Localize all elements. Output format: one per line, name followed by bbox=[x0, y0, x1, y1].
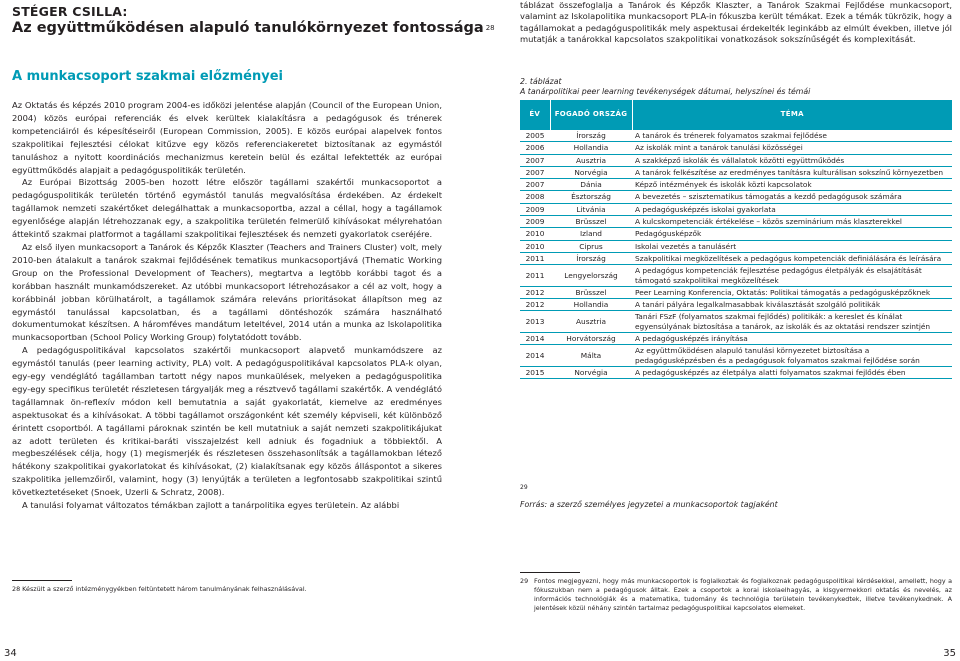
cell-topic: Az együttműködésen alapuló tanulási környezetet biztosítása a pedagógusképzésben és a pedagógusok folyamatos szakmai fejlődése során bbox=[632, 345, 952, 367]
table-number: 2. táblázat bbox=[520, 77, 562, 86]
cell-topic: Képző intézmények és iskolák közti kapcsolatok bbox=[632, 179, 952, 191]
cell-year: 2010 bbox=[520, 240, 550, 252]
cell-topic: Szakpolitikai megközelítések a pedagógus kompetenciák definiálására és leírására bbox=[632, 252, 952, 264]
title-footnote-marker: 28 bbox=[485, 24, 495, 32]
cell-year: 2009 bbox=[520, 203, 550, 215]
table-row bbox=[520, 299, 952, 311]
table-row bbox=[520, 228, 952, 240]
article-title-text: Az együttműködésen alapuló tanulókörnyezet fontossága bbox=[12, 20, 484, 36]
page-number-left: 34 bbox=[4, 648, 17, 659]
cell-country: Észtország bbox=[550, 191, 632, 203]
cell-topic: A pedagógusképzés az életpálya alatti folyamatos szakmai fejlődés ében bbox=[632, 366, 952, 378]
cell-country: Írország bbox=[550, 130, 632, 142]
header-topic: TÉMA bbox=[632, 100, 952, 130]
cell-country: Dánia bbox=[550, 179, 632, 191]
cell-year: 2012 bbox=[520, 286, 550, 298]
cell-topic: A pedagógusképzés irányítása bbox=[632, 333, 952, 345]
cell-year: 2006 bbox=[520, 142, 550, 154]
peer-learning-table bbox=[520, 100, 952, 379]
cell-country: Norvégia bbox=[550, 366, 632, 378]
paragraph: Az Oktatás és képzés 2010 program 2004-es időközi jelentése alapján (Council of the European Union, 2004) közös európai referenciák és elvek kerültek kialakításra a pedagógusok és trénerek kompetenciáiról és képesítéseiről (European Commission, 2005). E közös európai alapelvek fontos szakpolitikai fejlesztési célokat kitűzve egy közös referenciakeretet biztosítanak az egymástól tanuláshoz a nyitott koordinációs mechanizmus keretein belül és ezáltal lefektették az európai együttműködés alapjait a pedagóguspolitikák területén. bbox=[12, 100, 442, 175]
cell-topic: A bevezetés – szisztematikus támogatás a kezdő pedagógusok számára bbox=[632, 191, 952, 203]
cell-year: 2013 bbox=[520, 311, 550, 333]
cell-topic: Tanári FSzF (folyamatos szakmai fejlődés) politikák: a kereslet és kínálat egyensúlyának biztosítása a tanárok, az iskolák és az oktatási rendszer szintjén bbox=[632, 311, 952, 333]
cell-year: 2012 bbox=[520, 299, 550, 311]
cell-year: 2009 bbox=[520, 216, 550, 228]
cell-year: 2011 bbox=[520, 265, 550, 287]
cell-topic: A kulcskompetenciák értékelése – közös szeminárium más klaszterekkel bbox=[632, 216, 952, 228]
section-heading: A munkacsoport szakmai előzményei bbox=[12, 69, 283, 84]
cell-country: Izland bbox=[550, 228, 632, 240]
table-row bbox=[520, 345, 952, 367]
cell-year: 2014 bbox=[520, 333, 550, 345]
footnote-divider bbox=[520, 572, 580, 573]
table-body bbox=[520, 130, 952, 379]
left-body-text bbox=[12, 99, 442, 512]
table-row bbox=[520, 311, 952, 333]
paragraph: Az Európai Bizottság 2005-ben hozott létre először tagállami szakértői munkacsoportot a pedagóguspolitikák területén történő egymástól tanulás megvalósítása érdekében. Az érdekelt tagállamok nemzeti szakértőket delegálhattak a munkacsoportba, azzal a céllal, hogy a tagállamok egyenlősége alapján létrehozzanak egy, a szakpolitika területén felmerülő kihívásokat mélyrehatóan áttekintő szakmai platformot a tagállami szakpolitikai fejlesztések és nemzeti gyakorlatok cseréjére. bbox=[12, 177, 442, 240]
table-row bbox=[520, 142, 952, 154]
cell-country: Horvátország bbox=[550, 333, 632, 345]
author-name: STÉGER CSILLA: bbox=[12, 4, 128, 19]
cell-topic: A szakképző iskolák és vállalatok közötti együttműködés bbox=[632, 154, 952, 166]
cell-year: 2007 bbox=[520, 154, 550, 166]
cell-year: 2005 bbox=[520, 130, 550, 142]
footnote-text: Fontos megjegyezni, hogy más munkacsoportok is foglalkoztak és foglalkoznak pedagóguspolitikai kérdésekkel, amellett, hogy a fókuszukban nem a pedagógusok álltak. Ezek a csoportok a korai iskolaelhagyás, a kisgyermekkori oktatás és nevelés, az információs technológiák és a matematika, tudomány és technológia területein tevékenykedtek, illetve tevékenykednek. A jelentések közül néhány szintén tartalmaz pedagóguspolitikai kapcsolatos elemeket. bbox=[534, 577, 952, 612]
table-row bbox=[520, 286, 952, 298]
cell-topic: A pedagógus kompetenciák fejlesztése pedagógus életpályák és elsajátítását támogató szakpolitikai megközelítések bbox=[632, 265, 952, 287]
cell-year: 2007 bbox=[520, 179, 550, 191]
cell-country: Norvégia bbox=[550, 166, 632, 178]
paragraph: Az első ilyen munkacsoport a Tanárok és Képzők Klaszter (Teachers and Trainers Cluster) volt, mely 2010-ben átalakult a tanárok szakmai fejlődésének tematikus munkacsoportjává (Thematic Working Group on the Professional Development of Teachers), megtartva a legtöbb korábbi tagot és a korábban használt munkamódszereket. Az utóbbi munkacsoport létrehozásakor a cél az volt, hogy a korábbinál jobban körülhatárolt, a tagállamok számára releváns prioritásokat állapítson meg az egymástól tanulással kapcsolatban, és a tagállami döntéshozók számára használható dokumentumokat készítsen. A háromféves mandátum leteltével, 2014 után a munka az Iskolapolitika munkacsoportban (School Policy Working Group) folytatódott tovább. bbox=[12, 241, 442, 343]
footnote-number: 29 bbox=[520, 577, 529, 585]
table-row bbox=[520, 179, 952, 191]
left-page-header bbox=[12, 4, 495, 37]
cell-topic: A tanárok és trénerek folyamatos szakmai fejlődése bbox=[632, 130, 952, 142]
paragraph: A pedagóguspolitikával kapcsolatos szakértői munkacsoport alapvető munkamódszere az egymástól tanulás (peer learning activity, PLA) volt. A pedagóguspolitikával kapcsolatos PLA-k olyan, egy-egy vendéglátó tagállamban tartott négy napos munkaülések, melyeken a pedagóguspolitika egy-egy specifikus területét részletesen tárgyalják meg a résztvevő tagállami szakértők. A vendéglátó tagállamnak ön-reflexív módon kell bemutatnia a saját gyakorlatát, kiemelve az eredményes aspektusokat és a kihívásokat. A többi tagállamot országonként két személy képviseli, két különböző érintett csoportból. A tagállami pároknak szintén be kell mutatniuk a saját nemzeti szakpolitikájukat az adott területen és kritikai-baráti visszajelzést kell adniuk és fogadniuk a többiektől. A megbeszélések célja, hogy (1) megismerjék és részletesen összehasonlítsák a tagállamokban létező hátékony szakpolitikai gyakorlatokat és kihívásokat, (2) kialakítsanak egy közös álláspontot a sikeres szakpolitika jellemzőiről, valamint, hogy (3) lenyújták a területen a legfontosabb szakpolitikai szintű következtetéseket (Snoek, Uzerli & Schratz, 2008). bbox=[12, 345, 442, 498]
cell-year: 2014 bbox=[520, 345, 550, 367]
cell-year: 2010 bbox=[520, 228, 550, 240]
cell-topic: A pedagógusképzés iskolai gyakorlata bbox=[632, 203, 952, 215]
table-row bbox=[520, 203, 952, 215]
right-page-intro bbox=[520, 0, 952, 46]
table-row bbox=[520, 265, 952, 287]
table-row bbox=[520, 333, 952, 345]
footnote-divider bbox=[12, 580, 72, 581]
cell-country: Ausztria bbox=[550, 311, 632, 333]
table-row bbox=[520, 154, 952, 166]
table-header-row bbox=[520, 100, 952, 130]
intro-paragraph: táblázat összefoglalja a Tanárok és Képzők Klaszter, a Tanárok Szakmai Fejlődése munkacsoport, valamint az Iskolapolitika munkacsoport PLA-in fókuszba került témákat. Ezek a témák tükrözik, hogy a tagállamokat a pedagóguspolitikák mely aspektusai érdekelték leginkább az elmúlt években, illetve jól mutatják a tanárokkal kapcsolatos szakpolitikai vonatkozások sokszínűségét és komplexitását. bbox=[520, 0, 952, 45]
cell-country: Ciprus bbox=[550, 240, 632, 252]
cell-country: Lengyelország bbox=[550, 265, 632, 287]
cell-year: 2011 bbox=[520, 252, 550, 264]
cell-country: Málta bbox=[550, 345, 632, 367]
paragraph: A tanulási folyamat változatos témákban zajlott a tanárpolitika egyes területein. Az alábbi bbox=[22, 500, 400, 511]
table-row bbox=[520, 366, 952, 378]
footnote-marker-29: 29 bbox=[520, 484, 528, 491]
header-year: ÉV bbox=[520, 100, 550, 130]
header-country: FOGADÓ ORSZÁG bbox=[550, 100, 632, 130]
cell-topic: Peer Learning Konferencia, Oktatás: Politikai támogatás a pedagógusképzőknek bbox=[632, 286, 952, 298]
cell-year: 2015 bbox=[520, 366, 550, 378]
cell-country: Brüsszel bbox=[550, 216, 632, 228]
cell-topic: Iskolai vezetés a tanulásért bbox=[632, 240, 952, 252]
cell-topic: Pedagógusképzők bbox=[632, 228, 952, 240]
table-row bbox=[520, 191, 952, 203]
table-source: Forrás: a szerző személyes jegyzetei a munkacsoportok tagjaként bbox=[520, 500, 778, 509]
footnote-28: 28 Készült a szerző intézménygyékben feltüntetett három tanulmányának felhasználásával. bbox=[12, 585, 307, 593]
cell-country: Írország bbox=[550, 252, 632, 264]
table-caption: A tanárpolitikai peer learning tevékenységek dátumai, helyszínei és témái bbox=[520, 87, 811, 96]
cell-year: 2007 bbox=[520, 166, 550, 178]
footnote-29 bbox=[520, 577, 952, 613]
table-row bbox=[520, 166, 952, 178]
table-row bbox=[520, 252, 952, 264]
cell-topic: A tanári pályára legalkalmasabbak kiválasztását szolgáló politikák bbox=[632, 299, 952, 311]
cell-country: Ausztria bbox=[550, 154, 632, 166]
cell-country: Brüsszel bbox=[550, 286, 632, 298]
cell-country: Hollandia bbox=[550, 142, 632, 154]
table-row bbox=[520, 240, 952, 252]
cell-year: 2008 bbox=[520, 191, 550, 203]
cell-country: Hollandia bbox=[550, 299, 632, 311]
cell-country: Litvánia bbox=[550, 203, 632, 215]
table-row bbox=[520, 216, 952, 228]
cell-topic: Az iskolák mint a tanárok tanulási közösségei bbox=[632, 142, 952, 154]
page-number-right: 35 bbox=[943, 648, 956, 659]
cell-topic: A tanárok felkészítése az eredményes tanításra kulturálisan sokszínű környezetben bbox=[632, 166, 952, 178]
article-title bbox=[12, 19, 495, 37]
table-row bbox=[520, 130, 952, 142]
